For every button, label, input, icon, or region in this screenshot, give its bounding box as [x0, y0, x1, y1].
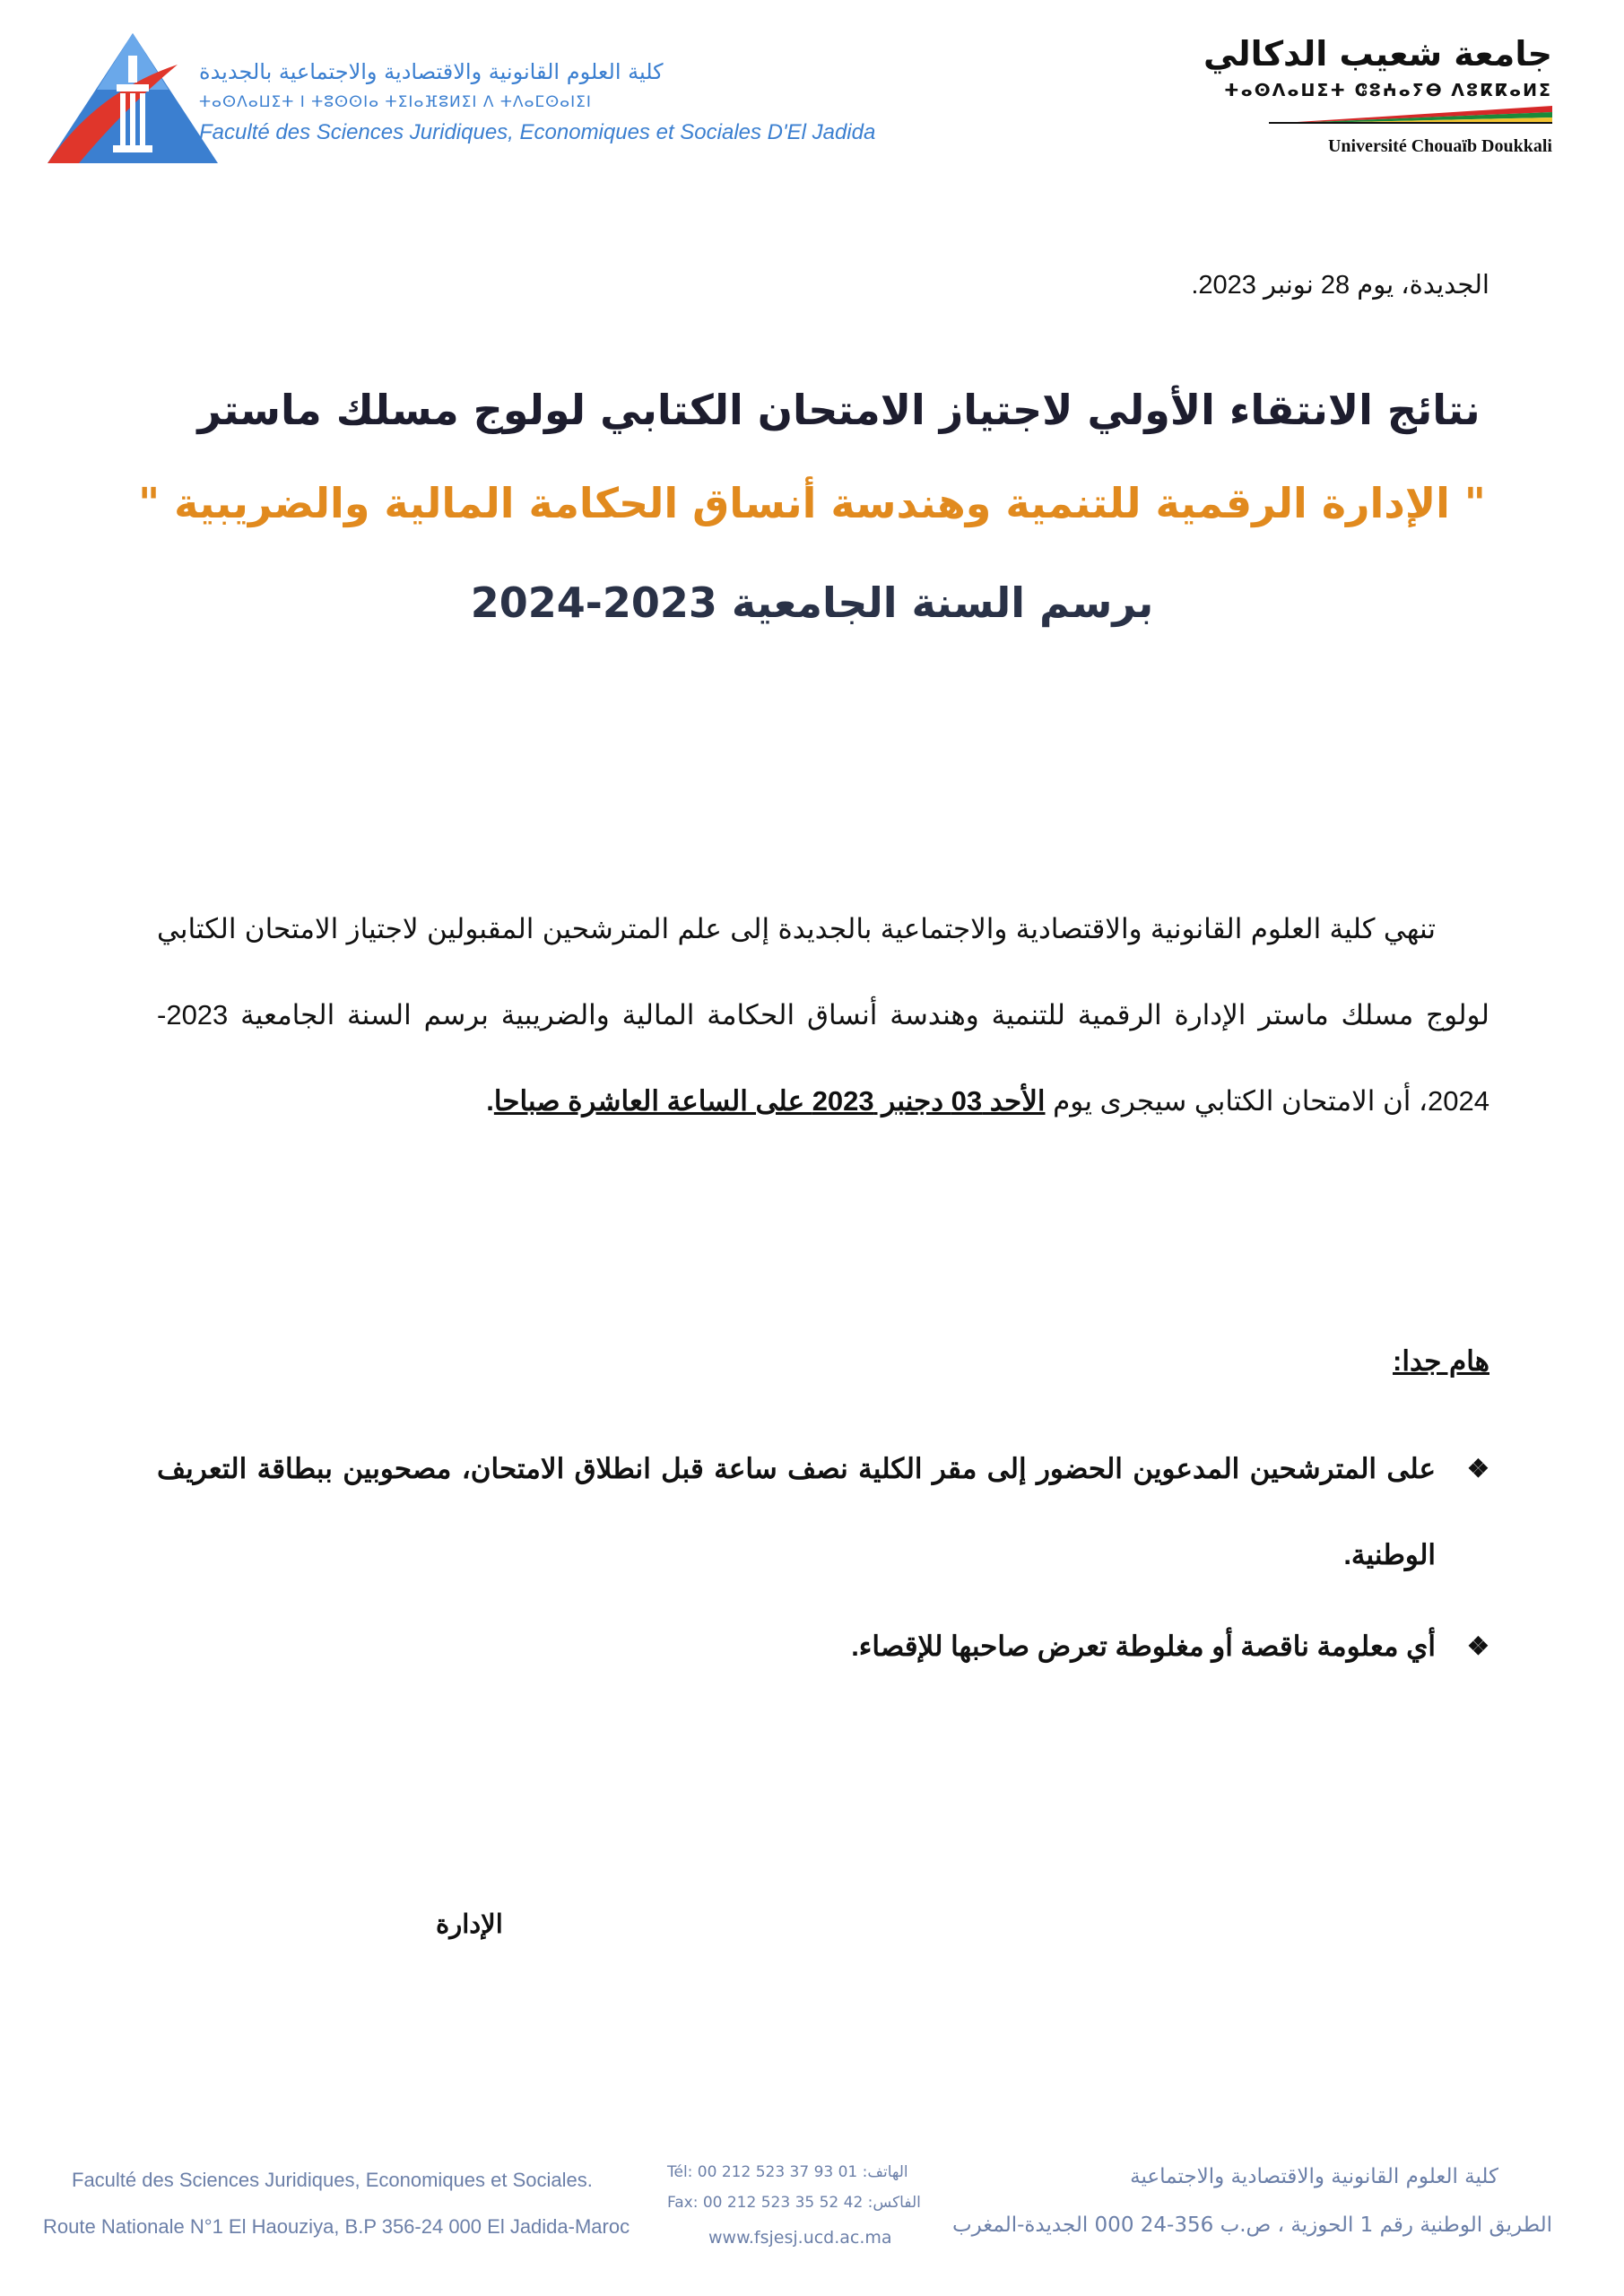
courthouse-triangle-logo-icon — [43, 29, 222, 172]
diamond-bullet-icon: ❖ — [1466, 1455, 1489, 1483]
program-name: " الإدارة الرقمية للتنمية وهندسة أنساق الحكامة المالية والضريبية " — [138, 479, 1486, 527]
faculty-name-french: Faculté des Sciences Juridiques, Economiques et Sociales D'El Jadida — [199, 120, 876, 144]
university-name-arabic: جامعة شعيب الدكالي — [1203, 34, 1552, 74]
list-item-text: أي معلومة ناقصة أو مغلوطة تعرض صاحبها للإقصاء. — [851, 1631, 1436, 1662]
footer-address-french: Route Nationale N°1 El Haouziya, B.P 356-24 000 El Jadida-Maroc — [43, 2215, 630, 2238]
list-item — [157, 1426, 1489, 1598]
footer-faculty-name-arabic: كلية العلوم القانونية والاقتصادية والاجتماعية — [1130, 2165, 1498, 2188]
signature-administration: الإدارة — [436, 1910, 503, 1939]
announcement-end: . — [486, 1085, 494, 1117]
list-item-text: على المترشحين المدعوين الحضور إلى مقر الكلية نصف ساعة قبل انطلاق الامتحان، مصحوبين ببطاقة التعريف الوطنية. — [157, 1453, 1436, 1570]
diamond-bullet-icon: ❖ — [1466, 1632, 1489, 1660]
faculty-name-arabic: كلية العلوم القانونية والاقتصادية والاجتماعية بالجديدة — [199, 59, 664, 84]
document-title: نتائج الانتقاء الأولي لاجتياز الامتحان الكتابي لولوج مسلك ماستر — [197, 386, 1481, 434]
important-label: هام جدا: — [1393, 1345, 1489, 1377]
faculty-name-tifinagh: ⵜⴰⵙⴷⴰⵡⵉⵜ ⵏ ⵜⵓⵙⵙⵏⴰ ⵜⵉⵏⴰⴼⵓⵍⵉⵏ ⴷ ⵜⴷⴰⵎⵙⴰⵏⵉⵏ — [199, 93, 592, 111]
university-name-tifinagh: ⵜⴰⵙⴷⴰⵡⵉⵜ ⵛⵓⵄⴰⵢⴱ ⴷⵓⴽⴽⴰⵍⵉ — [1223, 81, 1552, 100]
announcement-paragraph — [157, 886, 1489, 1144]
footer-faculty-name-french: Faculté des Sciences Juridiques, Economiques et Sociales. — [72, 2169, 593, 2191]
exam-date-time: الأحد 03 دجنبر 2023 على الساعة العاشرة صباحا — [493, 1085, 1046, 1117]
university-name-french: Université Chouaïb Doukkali — [1327, 136, 1552, 156]
list-item — [157, 1604, 1489, 1690]
footer-website-link[interactable]: www.fsjesj.ucd.ac.ma — [708, 2228, 892, 2248]
footer-phone: Tél: 00 212 523 37 93 01 :الهاتف — [667, 2163, 908, 2181]
footer-address-arabic: الطريق الوطنية رقم 1 الحوزية ، ص.ب 356-24 000 الجديدة-المغرب — [951, 2213, 1552, 2237]
academic-year: برسم السنة الجامعية 2023-2024 — [470, 578, 1154, 627]
announcement-text: تنهي كلية العلوم القانونية والاقتصادية والاجتماعية بالجديدة إلى علم المترشحين المقبولين لاجتياز الامتحان الكتابي لولوج مسلك ماستر الإدارة الرقمية للتنمية وهندسة أنساق الحكامة المالية والضريبية برسم السنة الجامعية 2023-2024، أن الامتحان الكتابي سيجرى يوم — [157, 913, 1489, 1117]
document-date: الجديدة، يوم 28 نونبر 2023. — [1191, 271, 1489, 300]
university-color-bar — [1269, 106, 1552, 124]
footer-fax: Fax: 00 212 523 35 52 42 :الفاكس — [667, 2194, 921, 2212]
